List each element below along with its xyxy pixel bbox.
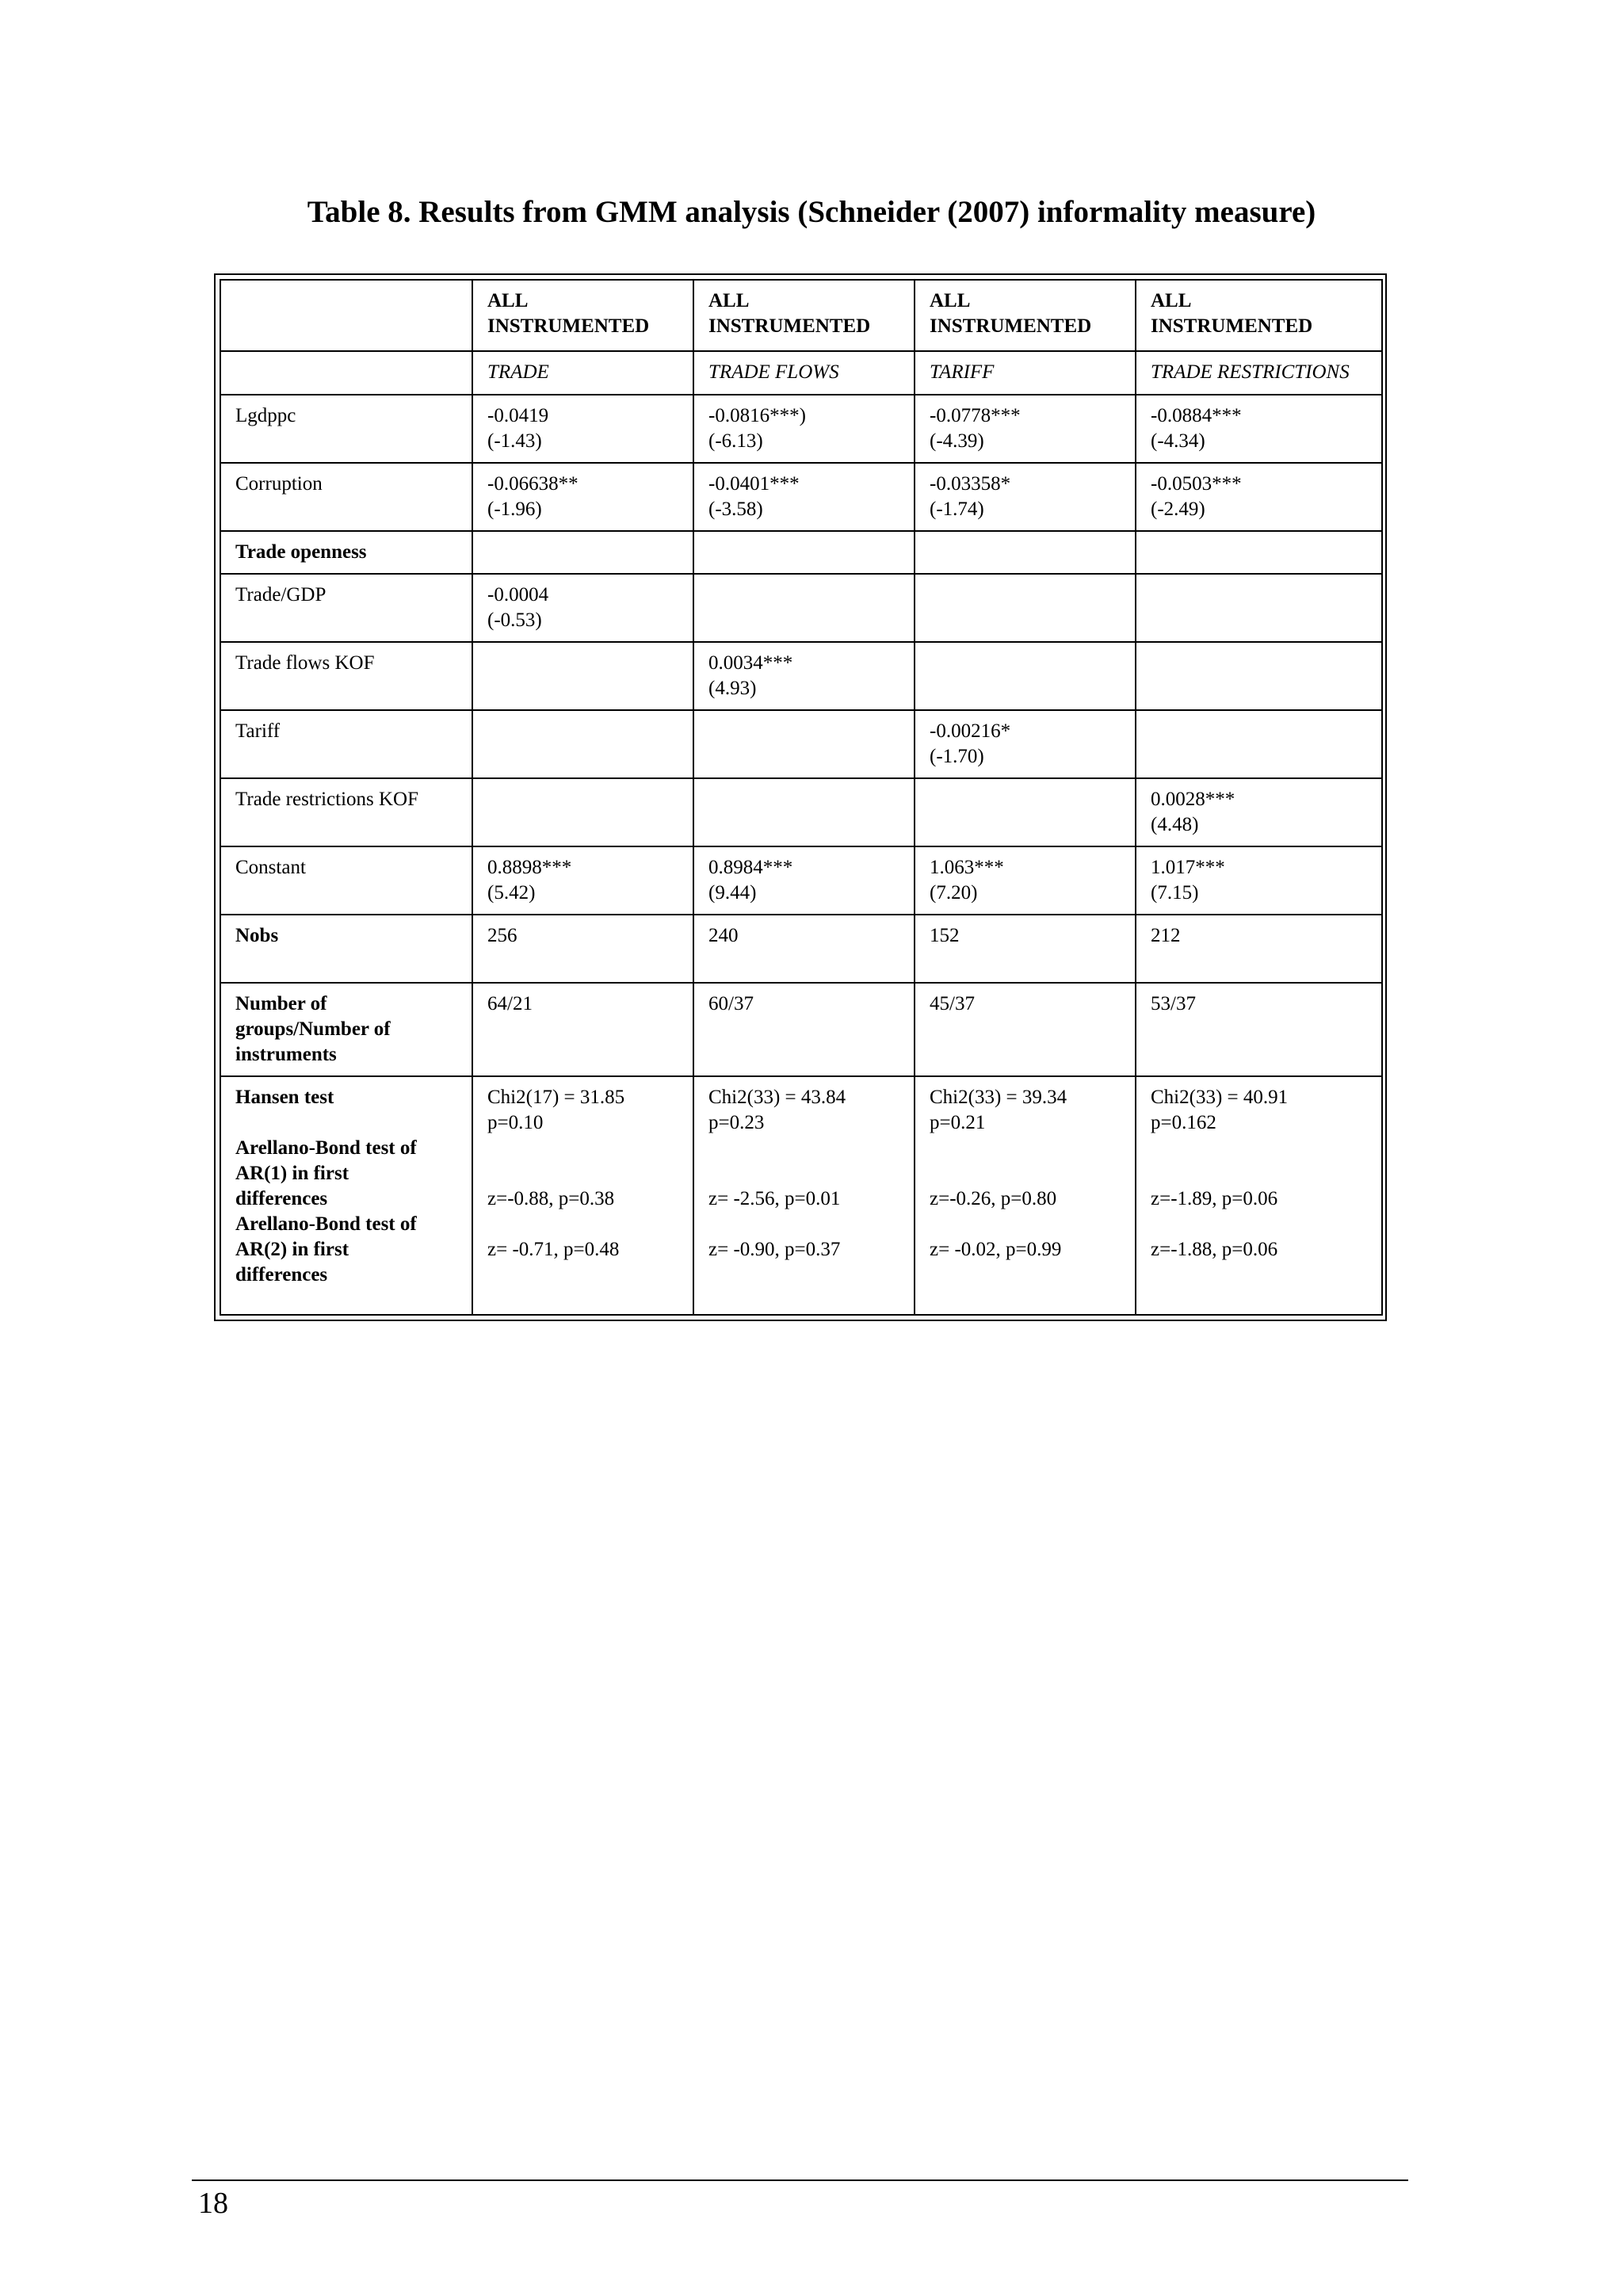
- cell: 1.063*** (7.20): [915, 846, 1136, 915]
- cell: 1.017*** (7.15): [1136, 846, 1382, 915]
- header-row-spec: [220, 280, 1382, 351]
- cell: 53/37: [1136, 983, 1382, 1076]
- cell: 212: [1136, 915, 1382, 983]
- row-label: Nobs: [220, 915, 472, 983]
- cell: 0.8898*** (5.42): [472, 846, 693, 915]
- cell: -0.0419 (-1.43): [472, 395, 693, 463]
- measure-header-3: TARIFF: [915, 351, 1136, 395]
- row-label: Lgdppc: [220, 395, 472, 463]
- measure-header-4: TRADE RESTRICTIONS: [1136, 351, 1382, 395]
- table-row-trade-gdp: [220, 574, 1382, 642]
- empty-cell: [472, 531, 693, 574]
- row-label: Trade restrictions KOF: [220, 778, 472, 846]
- row-label: Hansen test Arellano-Bond test of AR(1) in first differences Arellano-Bond test of AR(2) in first differences: [220, 1076, 472, 1315]
- empty-cell: [693, 778, 915, 846]
- cell: 64/21: [472, 983, 693, 1076]
- results-table: [220, 279, 1383, 1316]
- cell: -0.0816***) (-6.13): [693, 395, 915, 463]
- empty-cell: [1136, 710, 1382, 778]
- table-row-corruption: [220, 463, 1382, 531]
- cell: -0.00216* (-1.70): [915, 710, 1136, 778]
- header-empty-cell: [220, 280, 472, 351]
- row-label: Number of groups/Number of instruments: [220, 983, 472, 1076]
- empty-cell: [693, 574, 915, 642]
- measure-header-1: TRADE: [472, 351, 693, 395]
- spec-header-1: ALL INSTRUMENTED: [472, 280, 693, 351]
- cell: 0.0028*** (4.48): [1136, 778, 1382, 846]
- cell: Chi2(33) = 39.34 p=0.21 z=-0.26, p=0.80 z= -0.02, p=0.99: [915, 1076, 1136, 1315]
- row-label: Trade/GDP: [220, 574, 472, 642]
- table-row-tests: [220, 1076, 1382, 1315]
- cell: -0.0401*** (-3.58): [693, 463, 915, 531]
- cell: -0.03358* (-1.74): [915, 463, 1136, 531]
- table-row-lgdppc: [220, 395, 1382, 463]
- cell: -0.06638** (-1.96): [472, 463, 693, 531]
- table-row-trade-flows-kof: [220, 642, 1382, 710]
- spec-header-4: ALL INSTRUMENTED: [1136, 280, 1382, 351]
- table-row-constant: [220, 846, 1382, 915]
- spec-header-2: ALL INSTRUMENTED: [693, 280, 915, 351]
- table-title: Table 8. Results from GMM analysis (Schneider (2007) informality measure): [307, 195, 1316, 229]
- cell: 45/37: [915, 983, 1136, 1076]
- cell: 0.8984*** (9.44): [693, 846, 915, 915]
- empty-cell: [915, 642, 1136, 710]
- empty-cell: [1136, 574, 1382, 642]
- empty-cell: [472, 710, 693, 778]
- cell: Chi2(33) = 40.91 p=0.162 z=-1.89, p=0.06 z=-1.88, p=0.06: [1136, 1076, 1382, 1315]
- row-label: Constant: [220, 846, 472, 915]
- footer-rule: [192, 2179, 1408, 2181]
- empty-cell: [1136, 642, 1382, 710]
- empty-cell: [915, 778, 1136, 846]
- cell: 152: [915, 915, 1136, 983]
- table-row-groups-instruments: [220, 983, 1382, 1076]
- page-number: 18: [198, 2187, 228, 2220]
- table-row-nobs: [220, 915, 1382, 983]
- cell: -0.0884*** (-4.34): [1136, 395, 1382, 463]
- empty-cell: [693, 710, 915, 778]
- empty-cell: [915, 531, 1136, 574]
- header-row-measure: [220, 351, 1382, 395]
- spec-header-3: ALL INSTRUMENTED: [915, 280, 1136, 351]
- cell: Chi2(33) = 43.84 p=0.23 z= -2.56, p=0.01 z= -0.90, p=0.37: [693, 1076, 915, 1315]
- table-row-trade-openness: [220, 531, 1382, 574]
- empty-cell: [472, 778, 693, 846]
- cell: -0.0004 (-0.53): [472, 574, 693, 642]
- measure-header-2: TRADE FLOWS: [693, 351, 915, 395]
- cell: 60/37: [693, 983, 915, 1076]
- empty-cell: [1136, 531, 1382, 574]
- measure-empty-cell: [220, 351, 472, 395]
- empty-cell: [915, 574, 1136, 642]
- row-label: Tariff: [220, 710, 472, 778]
- row-label: Corruption: [220, 463, 472, 531]
- cell: 240: [693, 915, 915, 983]
- cell: -0.0503*** (-2.49): [1136, 463, 1382, 531]
- cell: 0.0034*** (4.93): [693, 642, 915, 710]
- table-row-tariff: [220, 710, 1382, 778]
- cell: -0.0778*** (-4.39): [915, 395, 1136, 463]
- cell: Chi2(17) = 31.85 p=0.10 z=-0.88, p=0.38 z= -0.71, p=0.48: [472, 1076, 693, 1315]
- table-row-trade-restrictions-kof: [220, 778, 1382, 846]
- empty-cell: [472, 642, 693, 710]
- cell: 256: [472, 915, 693, 983]
- row-label: Trade openness: [220, 531, 472, 574]
- row-label: Trade flows KOF: [220, 642, 472, 710]
- empty-cell: [693, 531, 915, 574]
